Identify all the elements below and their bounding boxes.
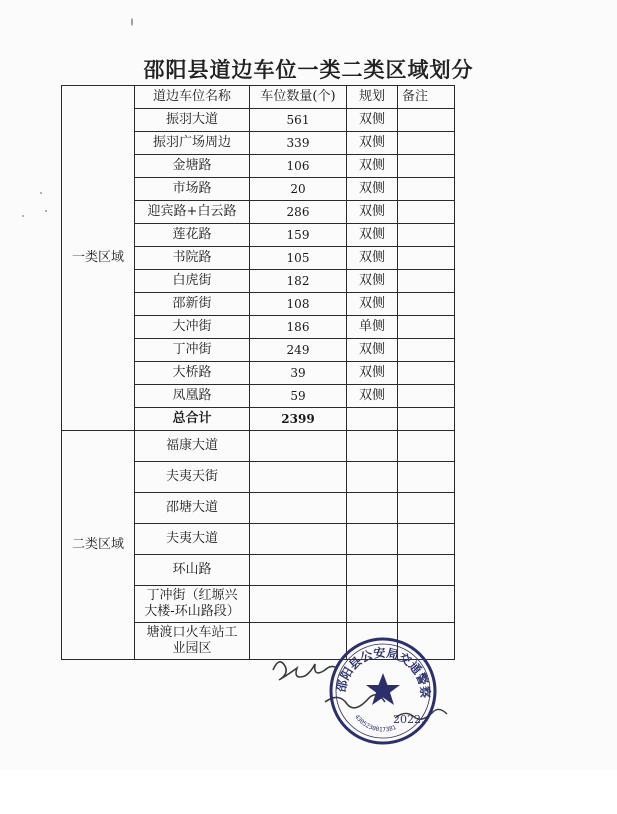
- region-label-class-two: 二类区域: [62, 431, 135, 660]
- header-name: 道边车位名称: [135, 86, 250, 109]
- scan-speck: [45, 210, 47, 212]
- road-name: 大桥路: [135, 362, 250, 385]
- scan-speck: [131, 18, 133, 26]
- space-count: [250, 555, 347, 586]
- header-note: 备注: [398, 86, 455, 109]
- plan-side: 双侧: [347, 339, 398, 362]
- plan-side: 双侧: [347, 270, 398, 293]
- road-name: 大冲街: [135, 316, 250, 339]
- space-count: 39: [250, 362, 347, 385]
- seal-date: 2022.: [393, 713, 425, 726]
- space-count: 561: [250, 109, 347, 132]
- plan-side: 双侧: [347, 385, 398, 408]
- table-row: [62, 431, 455, 462]
- plan-side: 双侧: [347, 247, 398, 270]
- plan-side: [347, 524, 398, 555]
- road-name: 金塘路: [135, 155, 250, 178]
- plan-side: 双侧: [347, 201, 398, 224]
- road-name-line: 塘渡口火车站工: [146, 624, 238, 640]
- parking-zone-table: [61, 85, 455, 660]
- note-cell: [398, 555, 455, 586]
- space-count: 20: [250, 178, 347, 201]
- note-cell: [398, 316, 455, 339]
- seal-number: 4305230017381: [353, 713, 398, 734]
- space-count: 286: [250, 201, 347, 224]
- road-name-line: 福康大道: [165, 437, 218, 453]
- plan-side: 双侧: [347, 293, 398, 316]
- road-name-line: 业园区: [172, 641, 212, 656]
- road-name: [135, 462, 250, 493]
- note-cell: [398, 201, 455, 224]
- space-count: 182: [250, 270, 347, 293]
- space-count: 59: [250, 385, 347, 408]
- space-count: [250, 586, 347, 623]
- note-cell: [398, 224, 455, 247]
- plan-side: [347, 586, 398, 623]
- road-name: 振羽大道: [135, 109, 250, 132]
- road-name: 振羽广场周边: [135, 132, 250, 155]
- space-count: [250, 431, 347, 462]
- plan-side: [347, 431, 398, 462]
- road-name: 凤凰路: [135, 385, 250, 408]
- note-cell: [398, 431, 455, 462]
- road-name: 书院路: [135, 247, 250, 270]
- plan-side: 单侧: [347, 316, 398, 339]
- note-cell: [398, 462, 455, 493]
- road-name: [135, 555, 250, 586]
- space-count: 105: [250, 247, 347, 270]
- header-count: 车位数量(个): [250, 86, 347, 109]
- note-cell: [398, 362, 455, 385]
- scan-speck: [40, 192, 42, 194]
- road-name: 邵新街: [135, 293, 250, 316]
- document-title: 邵阳县道边车位一类二类区域划分: [143, 57, 474, 82]
- space-count: [250, 462, 347, 493]
- road-name: [135, 493, 250, 524]
- road-name: [135, 586, 250, 623]
- road-name: 市场路: [135, 178, 250, 201]
- note-cell: [398, 493, 455, 524]
- space-count: 339: [250, 132, 347, 155]
- total-value: 2399: [250, 408, 347, 431]
- road-name: 白虎街: [135, 270, 250, 293]
- plan-side: [347, 493, 398, 524]
- plan-side: 双侧: [347, 155, 398, 178]
- plan-side: 双侧: [347, 132, 398, 155]
- note-cell: [398, 155, 455, 178]
- plan-side: 双侧: [347, 178, 398, 201]
- road-name: 迎宾路+白云路: [135, 201, 250, 224]
- road-name-line: 夫夷天街: [165, 468, 218, 484]
- note-cell: [398, 178, 455, 201]
- note-cell: [398, 132, 455, 155]
- total-label: 总合计: [135, 408, 250, 431]
- road-name: [135, 623, 250, 660]
- road-name-line: 夫夷大道: [165, 530, 218, 546]
- note-cell: [398, 339, 455, 362]
- space-count: 106: [250, 155, 347, 178]
- plan-side: 双侧: [347, 224, 398, 247]
- region-label-class-one: 一类区域: [62, 86, 135, 431]
- space-count: 159: [250, 224, 347, 247]
- note-cell: [398, 524, 455, 555]
- space-count: 186: [250, 316, 347, 339]
- note-cell: [398, 270, 455, 293]
- road-name: [135, 524, 250, 555]
- plan-side: [347, 462, 398, 493]
- note-cell: [398, 247, 455, 270]
- note-cell: [398, 109, 455, 132]
- space-count: [250, 493, 347, 524]
- road-name-line: 大楼-环山路段）: [144, 604, 240, 619]
- road-name: 丁冲街: [135, 339, 250, 362]
- road-name: 莲花路: [135, 224, 250, 247]
- seal-text: 邵阳县公安局交通警察: [333, 645, 433, 699]
- note-cell: [398, 385, 455, 408]
- note-cell: [398, 408, 455, 431]
- plan-side: 双侧: [347, 109, 398, 132]
- plan-side: 双侧: [347, 362, 398, 385]
- note-cell: [398, 293, 455, 316]
- space-count: 249: [250, 339, 347, 362]
- road-name-line: 丁冲街（红塬兴: [146, 587, 238, 603]
- scan-speck: [22, 215, 24, 217]
- road-name-line: 环山路: [172, 561, 212, 577]
- road-name: [135, 431, 250, 462]
- official-seal: [327, 635, 439, 747]
- space-count: 108: [250, 293, 347, 316]
- svg-text:4305230017381: [353, 713, 397, 733]
- road-name-line: 邵塘大道: [165, 499, 218, 515]
- note-cell: [398, 586, 455, 623]
- space-count: [250, 524, 347, 555]
- plan-side: [347, 555, 398, 586]
- table-header-row: [62, 86, 455, 109]
- plan-side: [347, 408, 398, 431]
- header-plan: 规划: [347, 86, 398, 109]
